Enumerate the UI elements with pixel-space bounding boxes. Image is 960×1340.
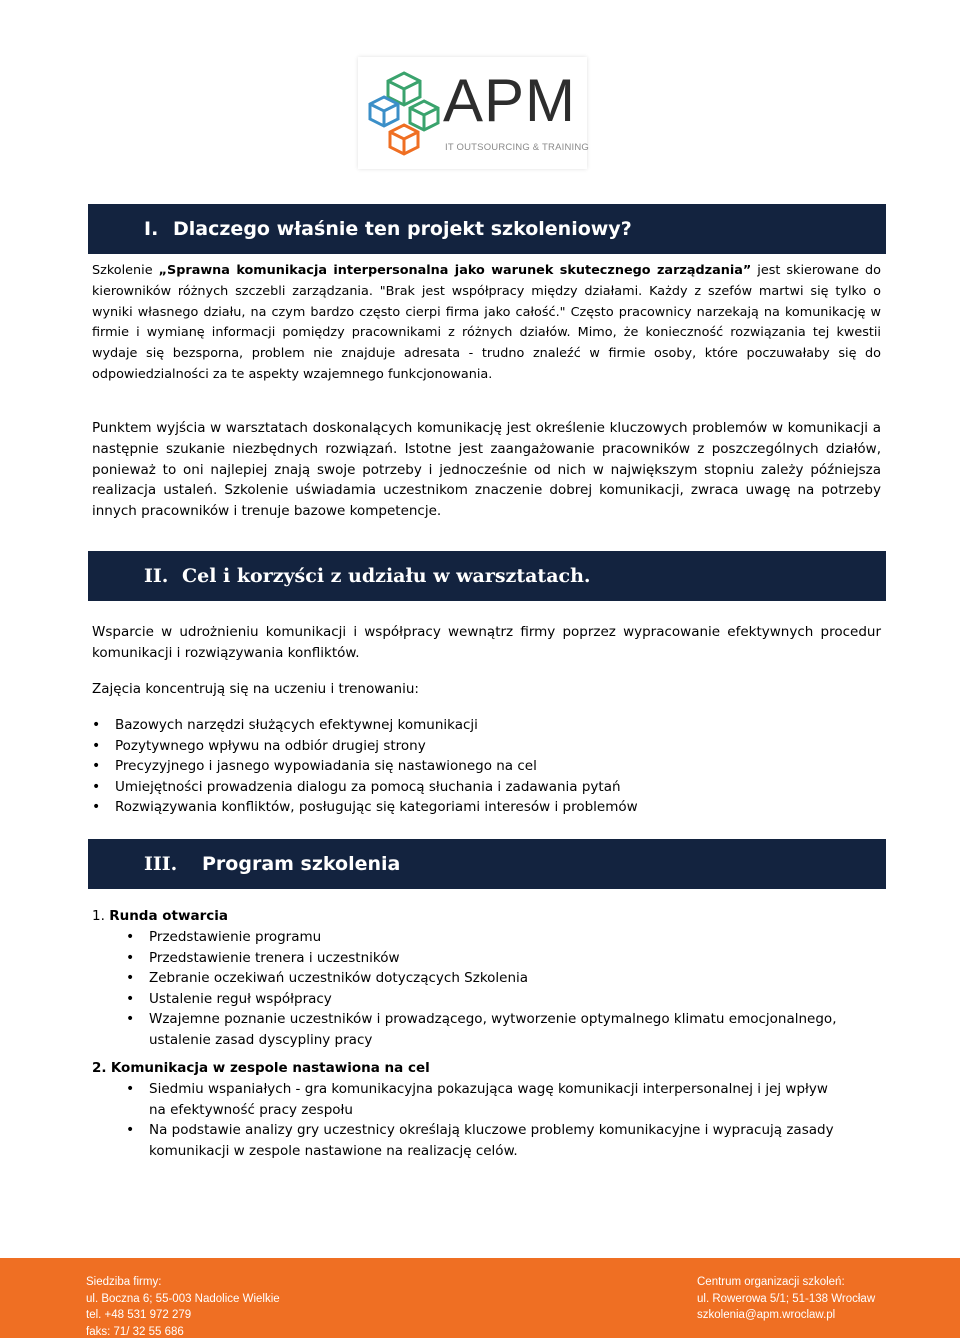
section-number: II. <box>144 565 182 587</box>
list-item: • Precyzyjnego i jasnego wypowiadania się nastawionego na cel <box>92 756 882 777</box>
section1-paragraph-1 <box>92 261 881 386</box>
footer-fax: faks: 71/ 32 55 686 <box>86 1324 280 1340</box>
logo-tagline: IT OUTSOURCING & TRAINING <box>445 142 589 153</box>
list-item: • Rozwiązywania konfliktów, posługując się kategoriami interesów i problemów <box>92 797 882 818</box>
item-title: Komunikacja w zespole nastawiona na cel <box>111 1060 430 1076</box>
footer-label: Centrum organizacji szkoleń: <box>697 1274 875 1291</box>
item-number: 2. <box>92 1060 107 1076</box>
list-item: • Siedmiu wspaniałych - gra komunikacyjna pokazująca wagę komunikacji interpersonalnej i jej wpływ na efektywność pracy zespołu <box>126 1079 846 1120</box>
list-item: • Umiejętności prowadzenia dialogu za pomocą słuchania i zadawania pytań <box>92 777 882 798</box>
section-heading-3 <box>88 839 886 889</box>
footer-training-center <box>697 1274 875 1324</box>
list-item: • Bazowych narzędzi służących efektywnej komunikacji <box>92 715 882 736</box>
company-logo <box>358 57 587 169</box>
section-title: Program szkolenia <box>202 853 400 875</box>
list-item: • Przedstawienie trenera i uczestników <box>126 948 846 969</box>
footer-headquarters <box>86 1274 280 1340</box>
section2-paragraph-1: Wsparcie w udrożnieniu komunikacji i współpracy wewnątrz firmy poprzez wypracowanie efektywnych procedur komunikacji i rozwiązywania konfliktów. <box>92 622 881 664</box>
section-number: I. <box>144 218 173 240</box>
list-item: • Wzajemne poznanie uczestników i prowadzącego, wytworzenie optymalnego klimatu emocjonalnego, ustalenie zasad dyscypliny pracy <box>126 1009 846 1050</box>
paragraph-text: Szkolenie <box>92 263 159 278</box>
item-number: 1. <box>92 908 105 924</box>
page-footer <box>0 1258 960 1338</box>
list-item: • Pozytywnego wpływu na odbiór drugiej strony <box>92 736 882 757</box>
section1-paragraph-2: Punktem wyjścia w warsztatach doskonalących komunikację jest określenie kluczowych problemów w komunikacji a następnie szukanie niezbędnych rozwiązań. Istotne jest zaangażowanie pracowników z poszczególnych działów, ponieważ to oni najlepiej znają swoje potrzeby i jednocześnie od nich w największym stopniu zależy późniejsza realizacja ustaleń. Szkolenie uświadamia uczestnikom znaczenie dobrej komunikacji, zwraca uwagę na potrzeby innych pracowników i trenuje bazowe kompetencje. <box>92 418 881 522</box>
footer-label: Siedziba firmy: <box>86 1274 280 1291</box>
footer-email[interactable]: szkolenia@apm.wroclaw.pl <box>697 1307 875 1324</box>
paragraph-text: jest skierowane do kierowników różnych szczebli zarządzania. "Brak jest współpracy między działami. Każdy z szefów martwi się tylko o wyniki własnego działu, na czym bardzo często cierpi firma jako całość." Często pracownicy narzekają na komunikację w firmie i wymianę informacji pomiędzy pracownikami z różnych działów. Mimo, że konieczność rozwiązania tej kwestii wydaje się bezsporna, problem nie znajduje adresata - trudno znaleźć w firmie osoby, które poczuwałaby się do odpowiedzialności za te aspekty wzajemnego funkcjonowania. <box>92 263 881 382</box>
cubes-logo-icon <box>366 67 444 162</box>
course-title: „Sprawna komunikacja interpersonalna jako warunek skutecznego zarządzania” <box>159 263 752 278</box>
program-item-2-list <box>126 1079 846 1161</box>
section-heading-2 <box>88 551 886 601</box>
program-item-2-heading <box>92 1058 430 1078</box>
section-heading-1 <box>88 204 886 254</box>
section-title: Cel i korzyści z udziału w warsztatach. <box>182 565 591 587</box>
item-title: Runda otwarcia <box>109 908 228 924</box>
footer-address: ul. Rowerowa 5/1; 51-138 Wrocław <box>697 1291 875 1308</box>
section-number: III. <box>144 853 202 875</box>
list-item: • Na podstawie analizy gry uczestnicy określają kluczowe problemy komunikacyjne i wypracują zasady komunikacji w zespole nastawione na realizację celów. <box>126 1120 846 1161</box>
list-item: • Przedstawienie programu <box>126 927 846 948</box>
program-item-1-heading <box>92 906 228 926</box>
list-item: • Zebranie oczekiwań uczestników dotyczących Szkolenia <box>126 968 846 989</box>
section2-paragraph-2: Zajęcia koncentrują się na uczeniu i trenowaniu: <box>92 679 881 700</box>
footer-phone: tel. +48 531 972 279 <box>86 1307 280 1324</box>
program-item-1-list <box>126 927 846 1050</box>
section-title: Dlaczego właśnie ten projekt szkoleniowy? <box>173 218 632 240</box>
logo-wordmark: APM <box>443 71 576 131</box>
list-item: • Ustalenie reguł współpracy <box>126 989 846 1010</box>
section2-bullet-list <box>92 715 882 818</box>
footer-address: ul. Boczna 6; 55-003 Nadolice Wielkie <box>86 1291 280 1308</box>
